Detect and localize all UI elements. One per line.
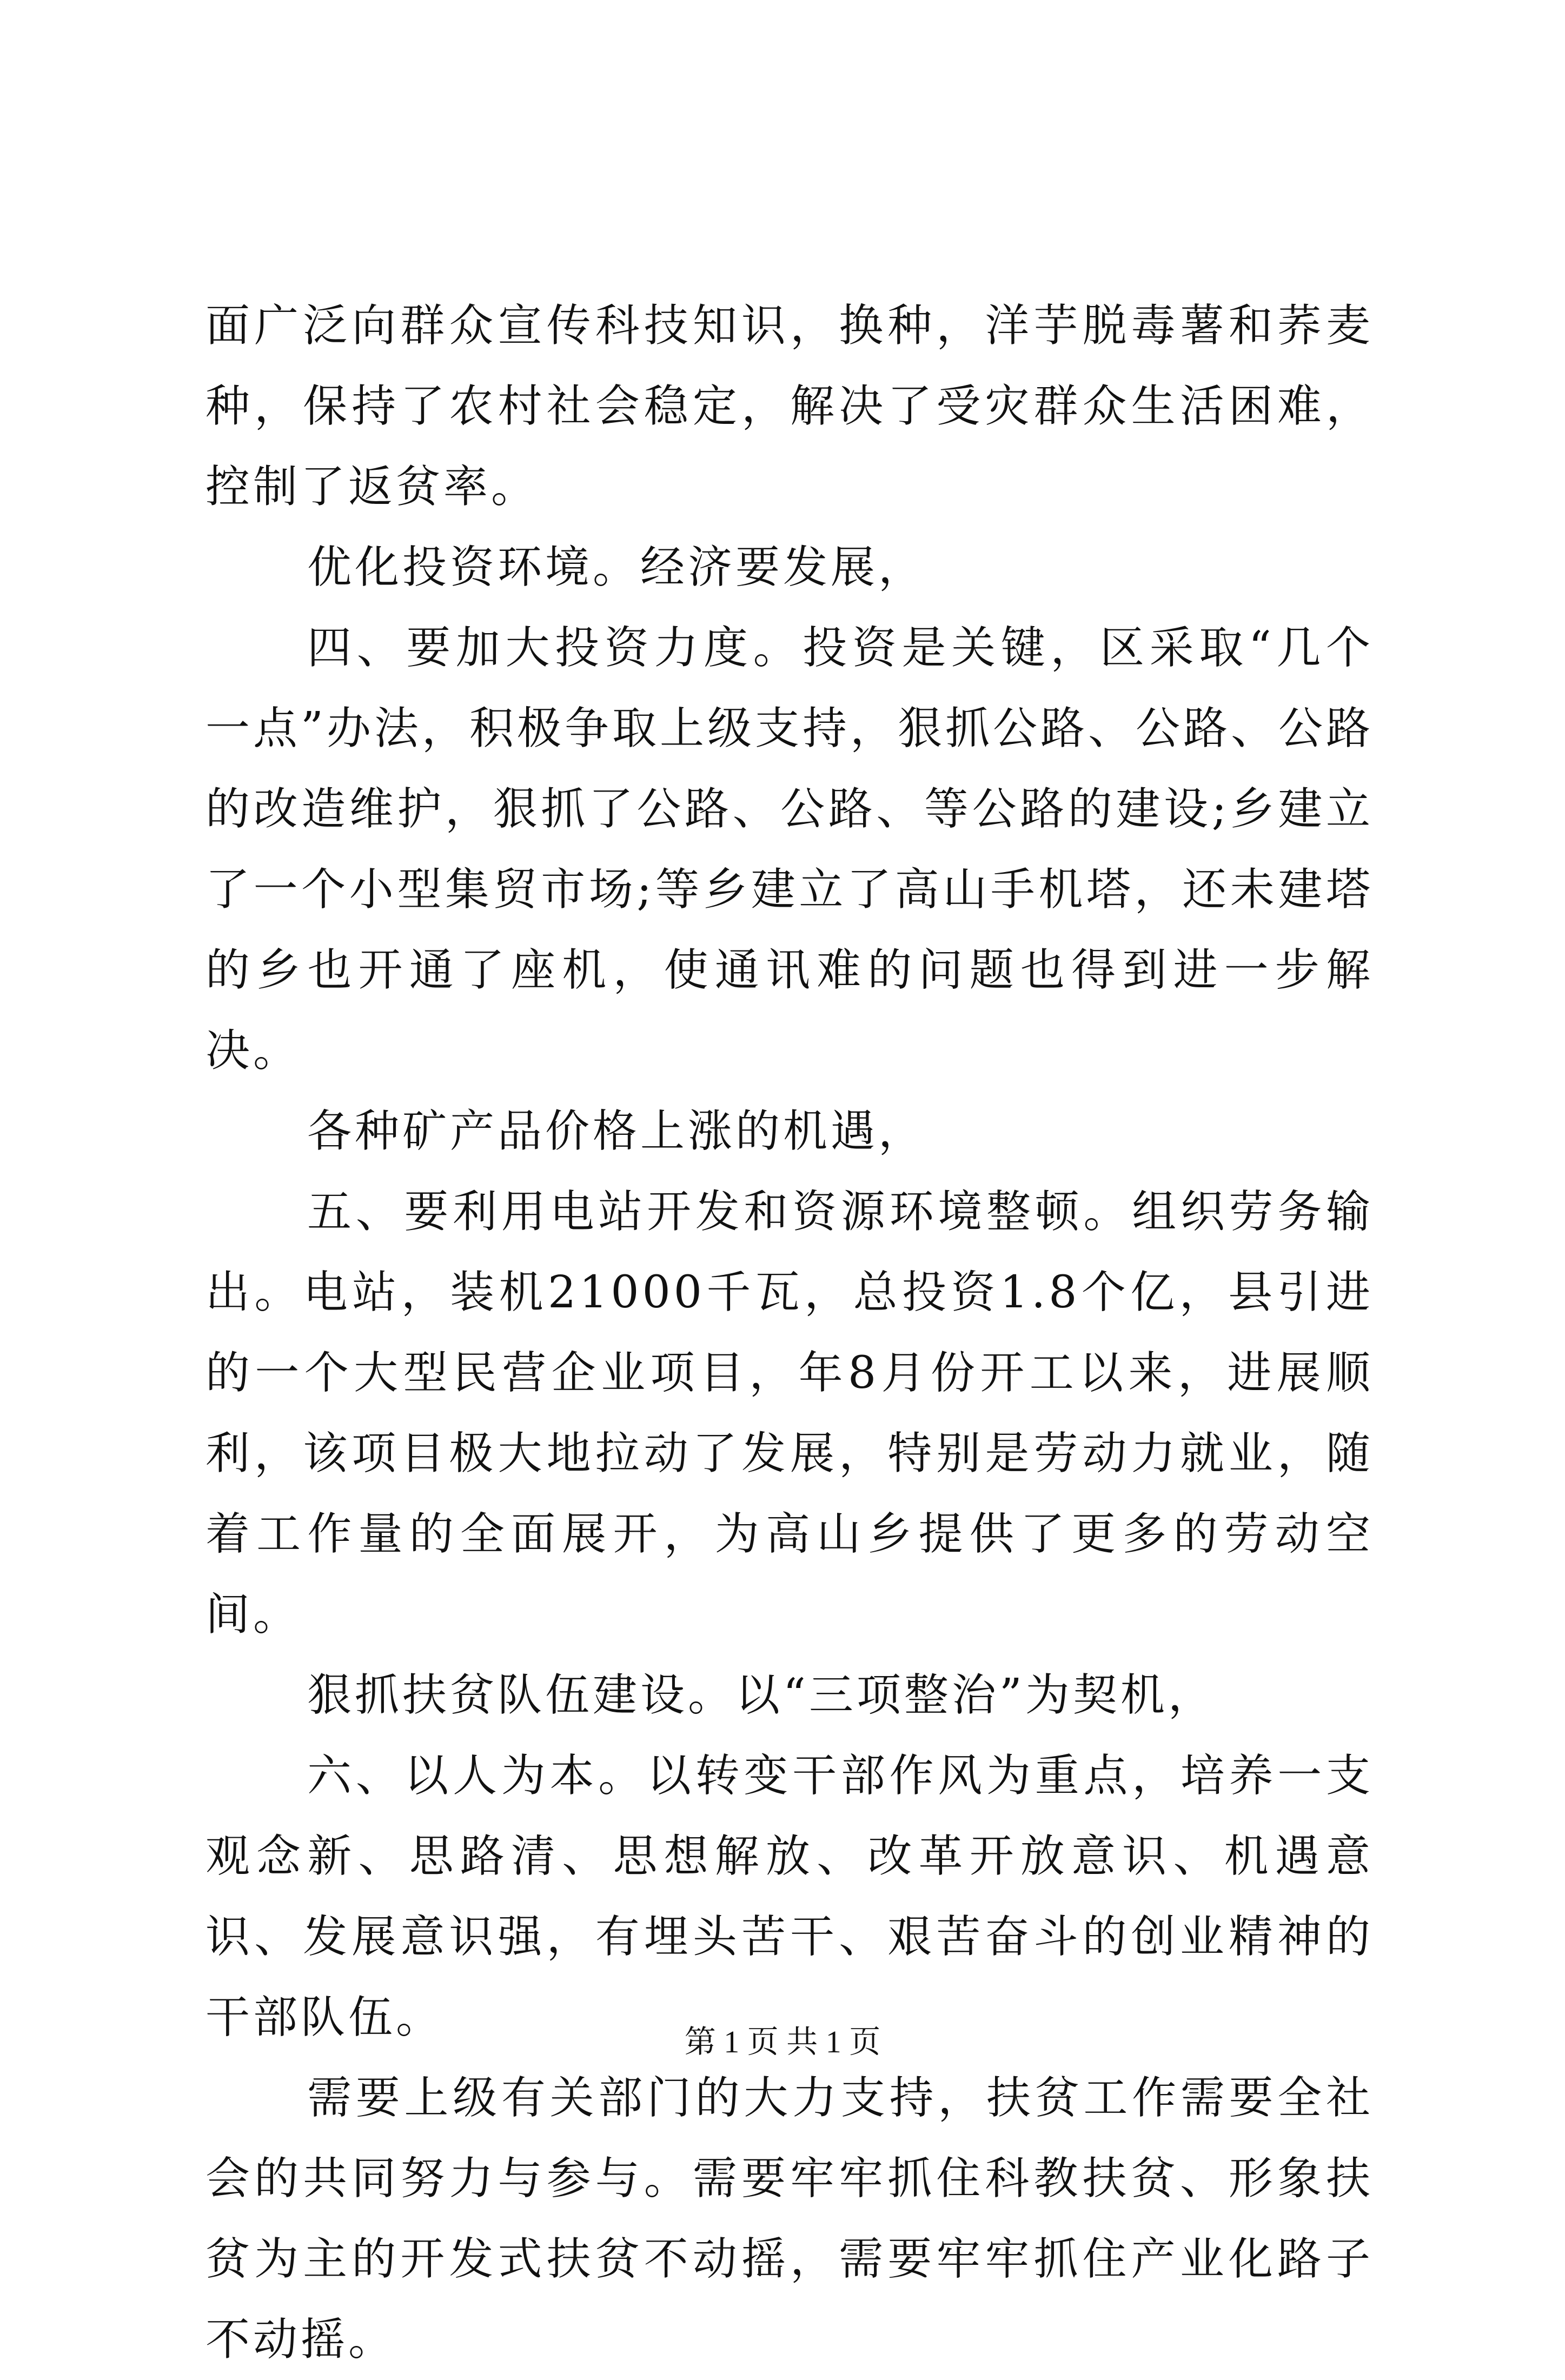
paragraph-section-four: 四、要加大投资力度。投资是关键，区采取“几个一点”办法，积极争取上级支持，狠抓公路、公路、公路的改造维护，狠抓了公路、公路、等公路的建设;乡建立了一个小型集贸市场;等乡建立了高山手机塔，还未建塔的乡也开通了座机，使通讯难的问题也得到进一步解决。 bbox=[205, 622, 1374, 1076]
document-body bbox=[205, 285, 1374, 2380]
paragraph-section-six: 六、以人为本。以转变干部作风为重点，培养一支观念新、思路清、思想解放、改革开放意识、机遇意识、发展意识强，有埋头苦干、艰苦奋斗的创业精神的干部队伍。 bbox=[205, 1750, 1374, 2043]
paragraph-section-five: 五、要利用电站开发和资源环境整顿。组织劳务输出。电站，装机21000千瓦，总投资1.8个亿，县引进的一个大型民营企业项目，年8月份开工以来，进展顺利，该项目极大地拉动了发展，特别是劳动力就业，随着工作量的全面展开，为高山乡提供了更多的劳动空间。 bbox=[205, 1186, 1374, 1640]
paragraph-mineral-opportunity: 各种矿产品价格上涨的机遇， bbox=[307, 1106, 926, 1157]
paragraph-investment-environment: 优化投资环境。经济要发展， bbox=[307, 542, 926, 593]
page-number-footer: 第 1 页 共 1 页 bbox=[684, 2024, 881, 2059]
paragraph-support-needed: 需要上级有关部门的大力支持，扶贫工作需要全社会的共同努力与参与。需要牢牢抓住科教扶贫、形象扶贫为主的开发式扶贫不动摇，需要牢牢抓住产业化路子不动摇。 bbox=[205, 2072, 1374, 2365]
paragraph-continuation: 面广泛向群众宣传科技知识，换种，洋芋脱毒薯和荞麦种，保持了农村社会稳定，解决了受灾群众生活困难，控制了返贫率。 bbox=[205, 300, 1374, 513]
paragraph-poverty-team: 狠抓扶贫队伍建设。以“三项整治”为契机， bbox=[307, 1670, 1216, 1721]
